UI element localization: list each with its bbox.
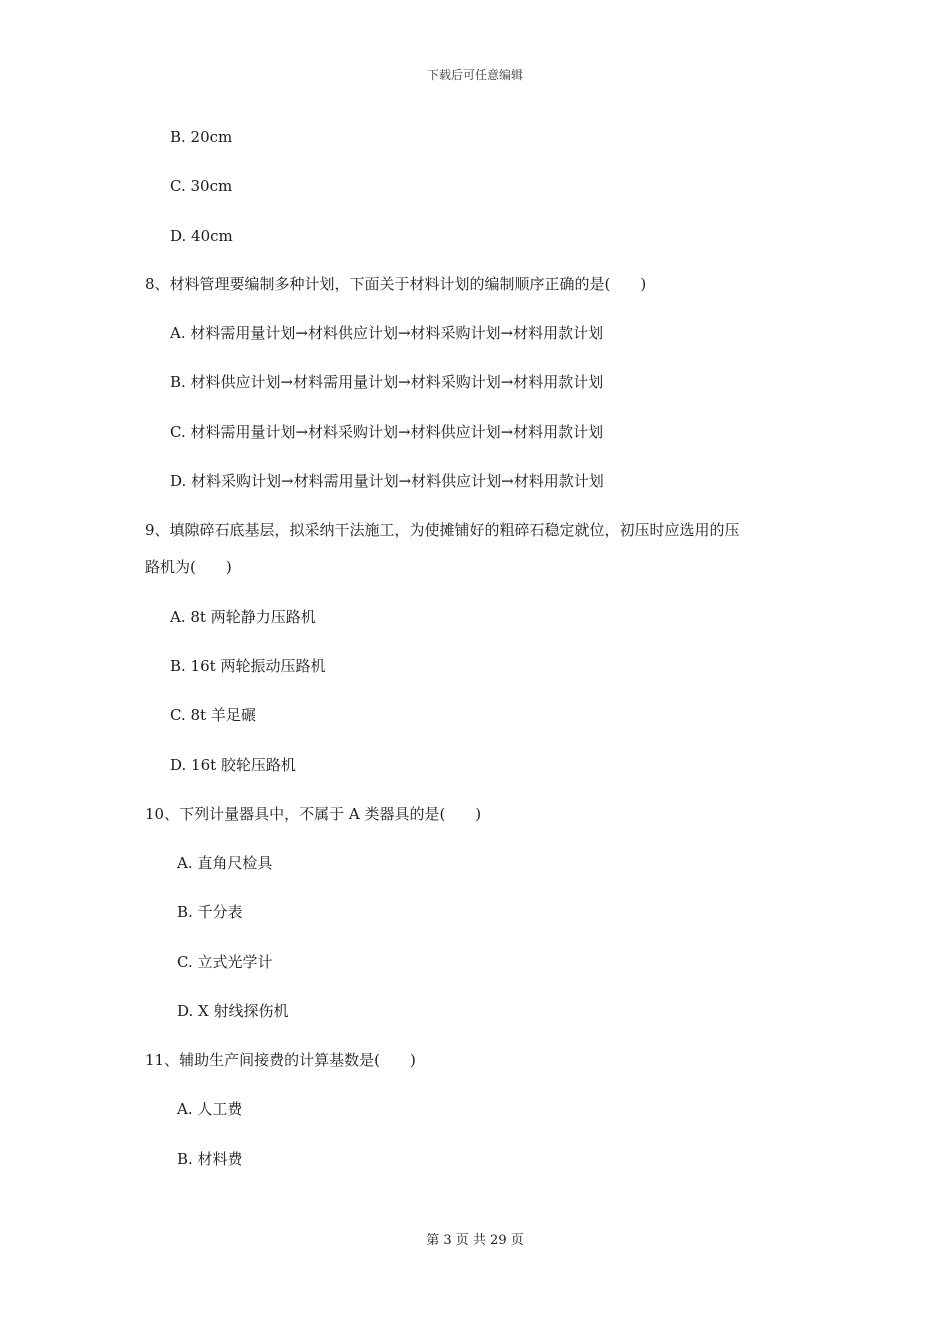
q8-option-d: D. 材料采购计划→材料需用量计划→材料供应计划→材料用款计划 [170, 472, 604, 490]
q7-option-d: D. 40cm [170, 227, 233, 245]
q10-option-a: A. 直角尺检具 [177, 854, 273, 872]
q11-stem: 11、辅助生产间接费的计算基数是( ) [145, 1051, 416, 1069]
page-header: 下载后可任意编辑 [426, 68, 523, 82]
q9-option-a: A. 8t 两轮静力压路机 [170, 608, 316, 626]
q7-option-b: B. 20cm [170, 128, 233, 146]
q9-option-c: C. 8t 羊足碾 [170, 706, 256, 724]
q11-option-b: B. 材料费 [177, 1150, 243, 1168]
q11-option-a: A. 人工费 [177, 1100, 243, 1118]
q10-stem: 10、下列计量器具中，不属于 A 类器具的是( ) [145, 805, 482, 823]
q10-option-b: B. 千分表 [177, 903, 243, 921]
q9-stem-line2: 路机为( ) [145, 558, 232, 576]
q10-option-c: C. 立式光学计 [177, 953, 273, 971]
q8-option-c: C. 材料需用量计划→材料采购计划→材料供应计划→材料用款计划 [170, 423, 604, 441]
q10-option-d: D. X 射线探伤机 [177, 1002, 289, 1020]
q9-option-d: D. 16t 胶轮压路机 [170, 756, 296, 774]
q8-option-a: A. 材料需用量计划→材料供应计划→材料采购计划→材料用款计划 [170, 324, 604, 342]
page-footer: 第 3 页 共 29 页 [426, 1233, 524, 1248]
q8-stem: 8、材料管理要编制多种计划，下面关于材料计划的编制顺序正确的是( ) [145, 275, 647, 293]
q8-option-b: B. 材料供应计划→材料需用量计划→材料采购计划→材料用款计划 [170, 373, 604, 391]
q9-stem-line1: 9、填隙碎石底基层，拟采纳干法施工，为使摊铺好的粗碎石稳定就位，初压时应选用的压 [145, 521, 740, 539]
q7-option-c: C. 30cm [170, 177, 233, 195]
q9-option-b: B. 16t 两轮振动压路机 [170, 657, 326, 675]
